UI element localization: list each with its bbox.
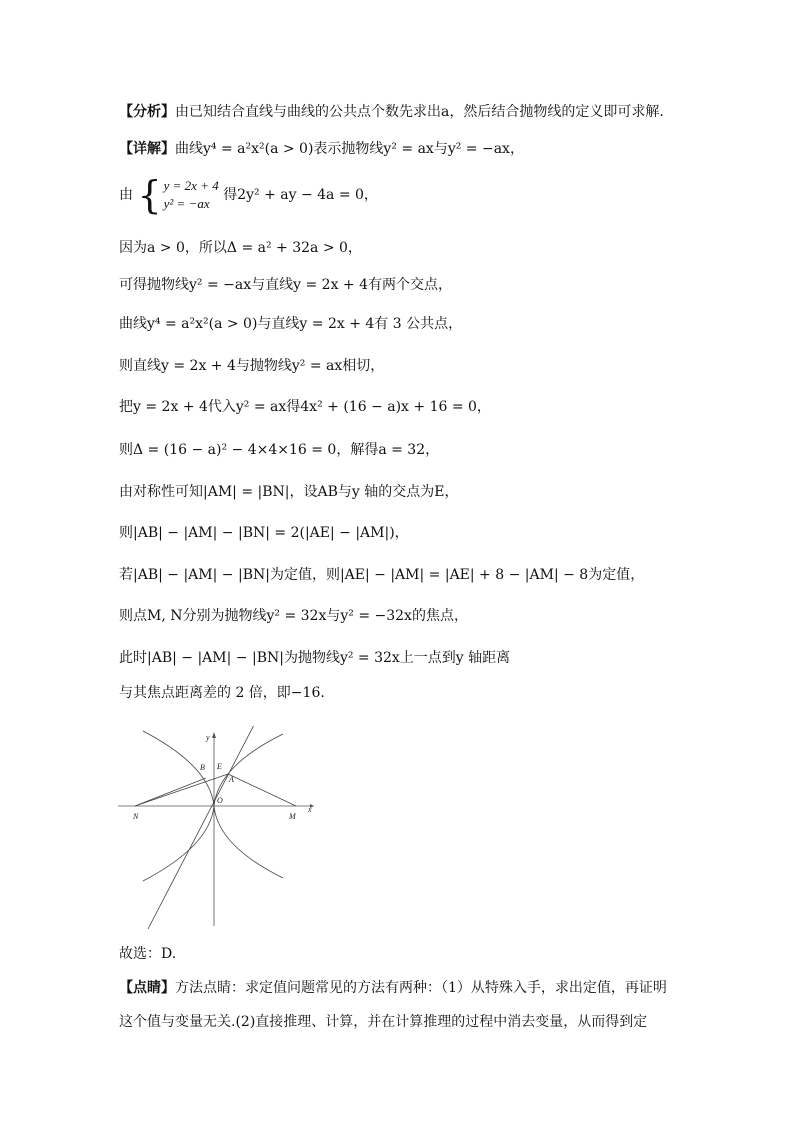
tip-tag: 【点睛】: [119, 980, 175, 996]
line-text: 则Δ = (16 − a)² − 4×4×16 = 0，解得a = 32，: [119, 442, 440, 458]
label-y: y: [206, 733, 210, 742]
y-axis-arrow-icon: [212, 732, 216, 738]
label-b: B: [200, 763, 205, 772]
label-n: N: [133, 812, 139, 821]
text-line: [119, 397, 491, 417]
system-result: 得2y² + ay − 4a = 0，: [223, 187, 378, 203]
tip-text-2: 这个值与变量无关.(2)直接推理、计算，并在计算推理的过程中消去变量，从而得到定: [119, 1014, 648, 1030]
text-line: [119, 565, 644, 585]
text-line: [119, 523, 409, 543]
tip-text: 方法点睛：求定值问题常见的方法有两种：（1）从特殊入手，求出定值，再证明: [175, 980, 667, 996]
text-line: [119, 238, 362, 258]
line-text: 若|AB| − |AM| − |BN|为定值，则|AE| − |AM| = |AE| + 8 − |AM| − 8为定值，: [119, 567, 645, 583]
line-text: 则直线y = 2x + 4与抛物线y² = ax相切，: [119, 358, 385, 374]
line-text: 由对称性可知|AM| = |BN|，设AB与y 轴的交点为E，: [119, 484, 459, 500]
analysis-tag: 【分析】: [119, 104, 175, 120]
text-line: [119, 648, 510, 668]
answer-text: 故选：D.: [119, 946, 177, 962]
text-line: [119, 606, 468, 626]
line-text: 则|AB| − |AM| − |BN| = 2(|AE| − |AM|)，: [119, 525, 409, 541]
text-line: [119, 356, 384, 376]
brace-icon: {: [137, 173, 162, 217]
text-line: [119, 482, 458, 502]
detail-line: [119, 139, 524, 159]
detail-tag: 【详解】: [119, 141, 175, 157]
text-line: [119, 683, 325, 703]
parabola-figure: [118, 726, 318, 936]
equation-system: [137, 173, 219, 217]
tip-line-2: [119, 1012, 647, 1032]
line-text: 因为a > 0，所以Δ = a² + 32a > 0，: [119, 240, 362, 256]
segment-nb: [135, 778, 206, 806]
label-x: x: [308, 805, 312, 814]
line-text: 则点M, N分别为抛物线y² = 32x与y² = −32x的焦点，: [119, 608, 468, 624]
line-text: 与其焦点距离差的 2 倍，即−16.: [119, 685, 325, 701]
line-text: 把y = 2x + 4代入y² = ax得4x² + (16 − a)x + 16 = 0，: [119, 399, 491, 415]
answer-line: [119, 944, 176, 964]
label-a: A: [229, 775, 234, 784]
parabola-right-lower: [214, 806, 283, 878]
line-text: 曲线y⁴ = a²x²(a > 0)与直线y = 2x + 4有 3 公共点，: [119, 316, 463, 332]
tip-line: [119, 978, 667, 998]
line-y-2x-4: [148, 726, 255, 929]
system-eq-1: y = 2x + 4: [163, 178, 219, 193]
figure-svg: [118, 726, 318, 936]
label-o: O: [217, 796, 223, 805]
line-text: 此时|AB| − |AM| − |BN|为抛物线y² = 32x上一点到y 轴距离: [119, 650, 511, 666]
system-eq-2: y² = −ax: [163, 196, 210, 211]
label-m: M: [289, 812, 296, 821]
segment-am: [228, 774, 296, 806]
analysis-text: 由已知结合直线与曲线的公共点个数先求出a，然后结合抛物线的定义即可求解.: [175, 104, 664, 120]
label-e: E: [217, 762, 222, 771]
line-text: 可得抛物线y² = −ax与直线y = 2x + 4有两个交点，: [119, 277, 453, 293]
system-line: [119, 173, 378, 217]
text-line: [119, 314, 462, 334]
text-line: [119, 275, 452, 295]
analysis-line: [119, 102, 664, 122]
system-prefix: 由: [119, 187, 133, 203]
text-line: [119, 440, 439, 460]
detail-text: 曲线y⁴ = a²x²(a > 0)表示抛物线y² = ax与y² = −ax，: [175, 141, 524, 157]
